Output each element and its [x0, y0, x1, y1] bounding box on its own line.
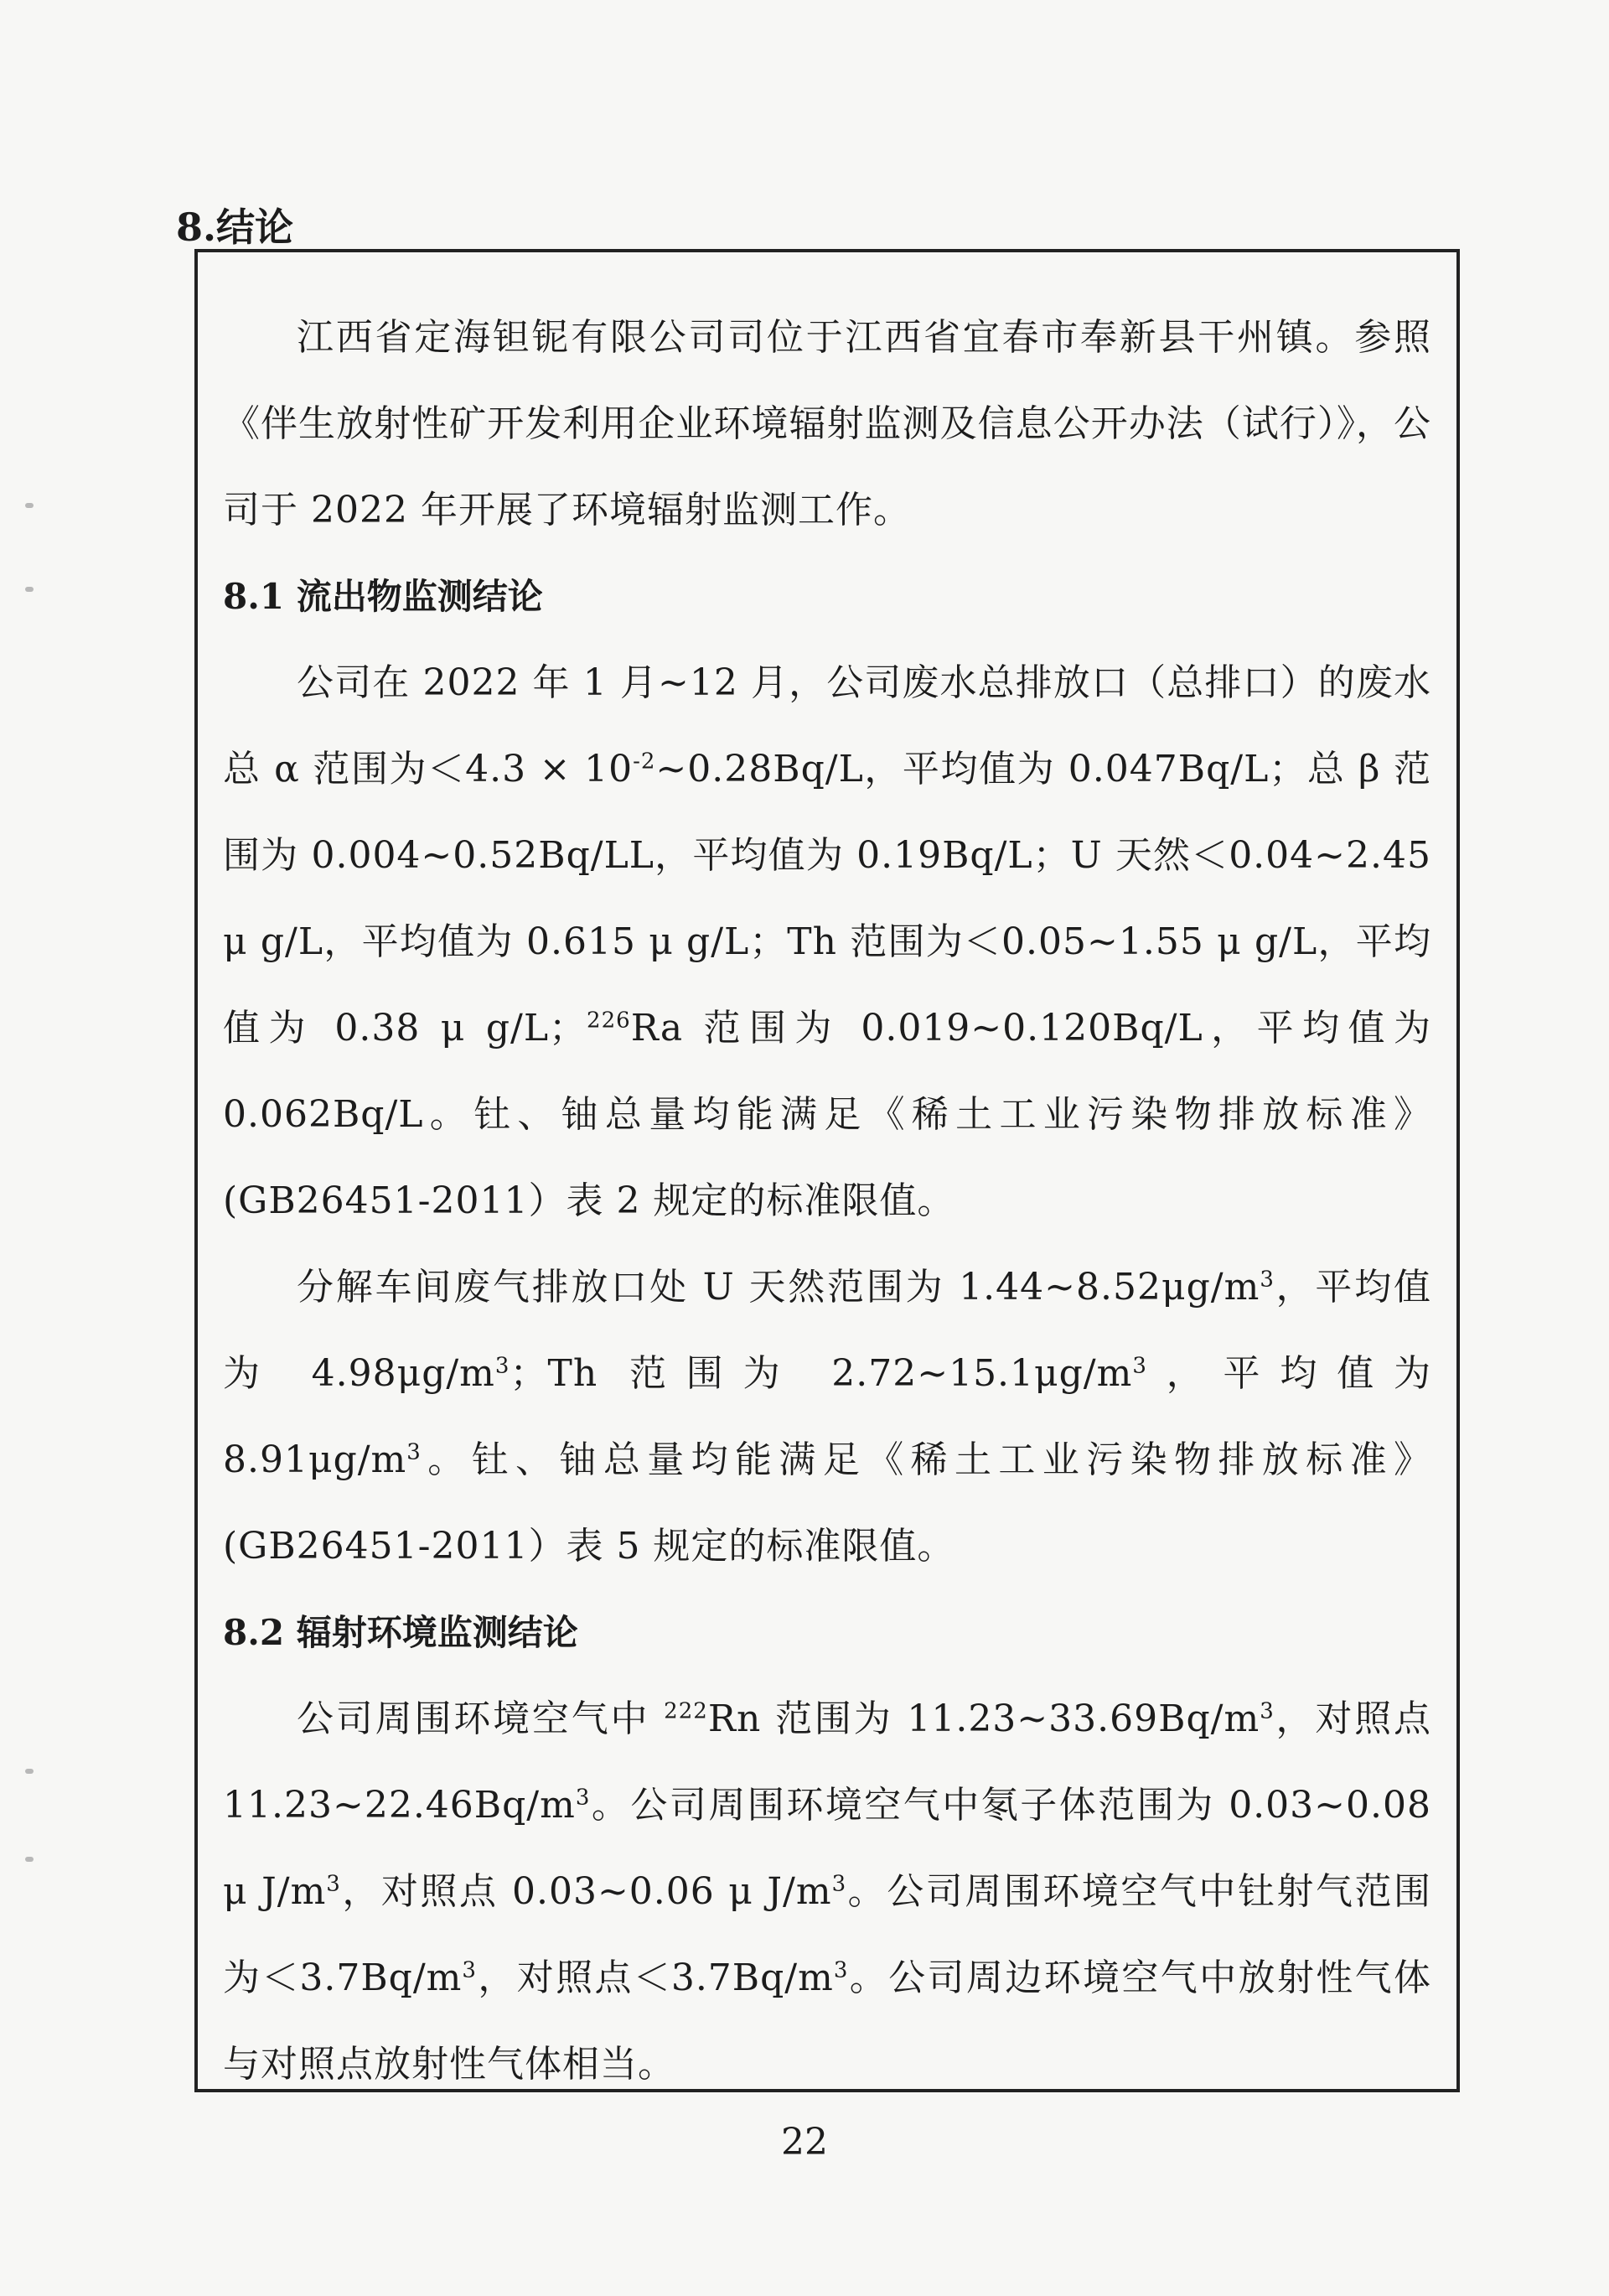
exhaust-gas-paragraph: 分解车间废气排放口处 U 天然范围为 $1.44\sim 8.52\mu g/m^3$，平均值为 $4.98\mu g/m^3$；Th 范围为 $2.72\sim 15.1\mu g/m^3$，平均值为 $8.91\mu g/m^3$。钍、铀总量均能满足《稀土工业污染物排放标准》(GB26451-2011）表 5 规定的标准限值。 — [223, 1266, 1432, 1568]
subsection-title-8-1: 8.1 流出物监测结论 — [223, 576, 543, 617]
effluent-water-paragraph: 公司在 2022 年 1 月~12 月，公司废水总排放口（总排口）的废水总 α 范围为$<4.3 \times 10^{-2}\sim 0.28Bq/L$，平均值为 0.047Bq/L；总 β 范围为 0.004~0.52Bq/LL，平均值为 0.19Bq/L；U 天然＜0.04~2.45 μ g/L，平均值为 0.615 μ g/L；Th 范围为＜0.05~1.55 μ g/L，平均值为 0.38 μ g/L；$^{226}$Ra 范围为 0.019~0.120Bq/L，平均值为 0.062Bq/L。钍、铀总量均能满足《稀土工业污染物排放标准》(GB26451-2011）表 2 规定的标准限值。 — [223, 661, 1431, 1222]
subsection-title-8-2: 8.2 辐射环境监测结论 — [223, 1612, 578, 1653]
ambient-air-paragraph: 公司周围环境空气中 $^{222}$Rn 范围为 $11.23\sim 33.69Bq/m^3$，对照点 $11.23\sim 22.46Bq/m^3$。公司周围环境空气中氡子体范围为 0.03~0.08 μ $J/m^3$，对照点 0.03~0.06 μ $J/m^3$。公司周围环境空气中钍射气范围为$<3.7Bq/m^3$，对照点$<3.7Bq/m^3$。公司周边环境空气中放射性气体与对照点放射性气体相当。 — [223, 1697, 1432, 2086]
scan-artifact-mark — [25, 587, 34, 592]
scan-artifact-mark — [25, 503, 34, 508]
scan-artifact-mark — [25, 1769, 34, 1774]
scan-artifact-mark — [25, 1857, 34, 1862]
section-title: 8.结论 — [176, 205, 294, 250]
conclusion-box — [194, 249, 1460, 2092]
page-number: 22 — [781, 2121, 828, 2164]
intro-paragraph: 江西省定海钽铌有限公司司位于江西省宜春市奉新县干州镇。参照《伴生放射性矿开发利用企业环境辐射监测及信息公开办法（试行）》，公司于 2022 年开展了环境辐射监测工作。 — [223, 316, 1431, 531]
